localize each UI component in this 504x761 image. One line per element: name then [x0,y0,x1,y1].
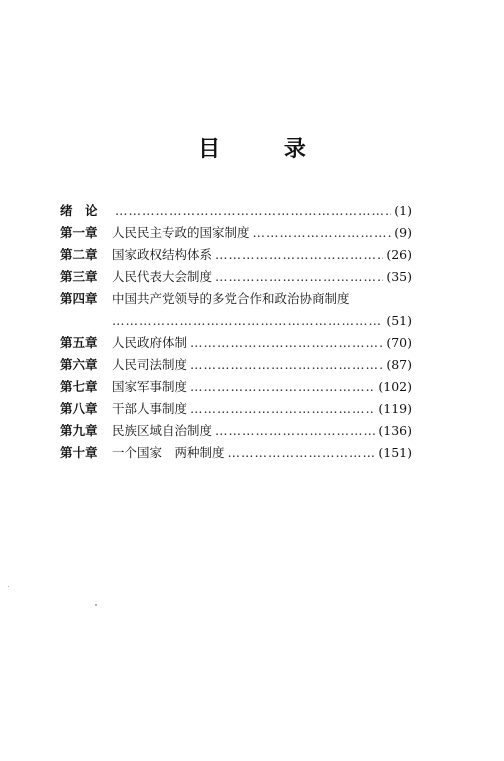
chapter-label: 第四章 [60,291,98,306]
chapter-title: 国家政权结构体系 [112,247,213,262]
dot-leader [253,222,392,244]
chapter-title: 民族区域自治制度 [112,423,213,438]
chapter-title: 人民民主专政的国家制度 [112,225,250,240]
chapter-title: 一个国家 两种制度 [112,445,225,460]
page-title: 目 录 [198,137,334,162]
scan-speck [95,604,97,606]
page-number: (26) [386,247,412,262]
toc-entry-chapter-2 [60,244,412,266]
chapter-label: 第五章 [60,335,98,350]
chapter-title: 人民政府体制 [112,335,188,350]
chapter-label: 第九章 [60,423,98,438]
page-number: (136) [378,423,412,438]
page-number: (9) [394,225,412,240]
toc-entry-chapter-4-continuation [60,310,412,332]
toc-entry-chapter-9 [60,420,412,442]
dot-leader [190,332,383,354]
dot-leader [228,442,376,464]
page-number: (70) [386,335,412,350]
chapter-label: 第二章 [60,247,98,262]
chapter-label: 第七章 [60,379,98,394]
dot-leader [190,376,375,398]
dot-leader [215,420,375,442]
dot-leader [112,310,383,332]
chapter-label: 第八章 [60,401,98,416]
chapter-label: 第十章 [60,445,98,460]
chapter-title: 人民司法制度 [112,357,188,372]
page-number: (119) [378,401,412,416]
dot-leader [190,398,375,420]
scan-speck [8,586,9,587]
toc-entry-chapter-3 [60,266,412,288]
page-number: (35) [386,269,412,284]
dot-leader [215,244,383,266]
page-number: (1) [394,203,412,218]
page-number: (87) [386,357,412,372]
table-of-contents [60,200,412,464]
toc-entry-chapter-5 [60,332,412,354]
dot-leader [215,266,383,288]
chapter-label: 第六章 [60,357,98,372]
toc-entry-chapter-6 [60,354,412,376]
chapter-label: 第一章 [60,225,98,240]
chapter-label: 绪 论 [60,203,98,218]
toc-entry-chapter-10 [60,442,412,464]
page-number: (51) [386,313,412,328]
chapter-title: 干部人事制度 [112,401,188,416]
chapter-title: 国家军事制度 [112,379,188,394]
toc-entry-chapter-7 [60,376,412,398]
toc-entry-chapter-1 [60,222,412,244]
toc-entry-introduction [60,200,412,222]
chapter-title: 人民代表大会制度 [112,269,213,284]
toc-entry-chapter-4 [60,288,412,310]
page-number: (102) [378,379,412,394]
chapter-title: 中国共产党领导的多党合作和政治协商制度 [112,291,350,306]
dot-leader [115,200,391,222]
dot-leader [190,354,383,376]
chapter-label: 第三章 [60,269,98,284]
toc-entry-chapter-8 [60,398,412,420]
page-number: (151) [378,445,412,460]
